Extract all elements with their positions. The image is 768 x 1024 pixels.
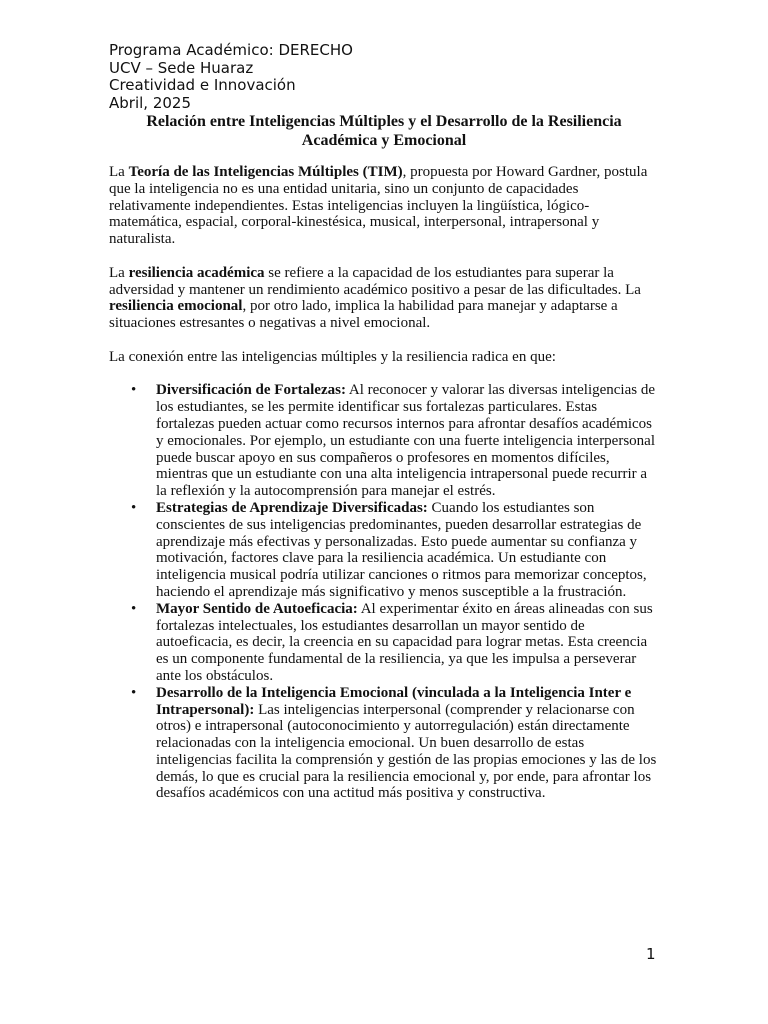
text-run: La <box>109 164 129 180</box>
bullet-title: Diversificación de Fortalezas: <box>156 382 346 399</box>
list-item <box>109 382 659 500</box>
paragraph-tim <box>109 164 659 248</box>
list-item <box>109 500 659 601</box>
bullet-icon: • <box>131 600 137 617</box>
bullet-title: Estrategias de Aprendizaje Diversificadas: <box>156 499 428 516</box>
bullet-title: Mayor Sentido de Autoeficacia: <box>156 600 358 617</box>
term-resiliencia-emocional: resiliencia emocional <box>109 298 243 315</box>
document-title <box>109 112 659 150</box>
document-body <box>109 164 659 802</box>
header-program: Programa Académico: DERECHO <box>109 41 353 59</box>
bullet-icon: • <box>131 382 137 399</box>
text-run: La <box>109 264 129 281</box>
term-tim: Teoría de las Inteligencias Múltiples (TIM) <box>128 164 403 180</box>
header-university: UCV – Sede Huaraz <box>109 58 254 77</box>
title-line-1: Relación entre Inteligencias Múltiples y el Desarrollo de la Resiliencia <box>146 113 622 130</box>
bullet-icon: • <box>131 684 137 701</box>
page-number: 1 <box>646 945 656 963</box>
bullet-text: Cuando los estudiantes son conscientes de sus inteligencias predominantes, pueden desarrollar estrategias de aprendizaje más efectivas y personalizadas. Esto puede aumentar su confianza y motivación, factores clave para la resiliencia académica. Un estudiante con inteligencia musical podría utilizar canciones o ritmos para memorizar conceptos, haciendo el aprendizaje más significativo y menos susceptible a la frustración. <box>156 499 647 600</box>
term-resiliencia-academica: resiliencia académica <box>128 264 265 281</box>
list-item <box>109 601 659 685</box>
bullet-text: Al reconocer y valorar las diversas inteligencias de los estudiantes, se les permite identificar sus fortalezas particulares. Estas fortalezas pueden actuar como recursos internos para afrontar desafíos académicos y emocionales. Por ejemplo, un estudiante con una fuerte inteligencia interpersonal puede buscar apoyo en sus compañeros o profesores en momentos difíciles, mientras que un estudiante con una alta inteligencia intrapersonal puede recurrir a la reflexión y la autocomprensión para manejar el estrés. <box>156 382 655 500</box>
paragraph-resiliencia <box>109 265 659 332</box>
bullet-text: Al experimentar éxito en áreas alineadas con sus fortalezas intelectuales, los estudiantes desarrollan un mayor sentido de autoeficacia, es decir, la creencia en su capacidad para lograr metas. Esta creencia es un componente fundamental de la resiliencia, ya que les impulsa a perseverar ante los obstáculos. <box>156 600 653 684</box>
document-header <box>109 42 353 112</box>
header-course: Creatividad e Innovación <box>109 76 296 94</box>
text-run: , por otro lado, implica la habilidad para manejar y adaptarse a situaciones estresantes o negativas a nivel emocional. <box>109 298 618 332</box>
text-run: , propuesta por Howard Gardner, postula que la inteligencia no es una entidad unitaria, sino un conjunto de capacidades relativamente independientes. Estas inteligencias incluyen la lingüística, lógico-matemática, espacial, corporal-kinestésica, musical, interpersonal, intrapersonal y naturalista. <box>109 164 648 248</box>
title-line-2: Académica y Emocional <box>301 132 467 149</box>
bullet-icon: • <box>131 499 137 516</box>
paragraph-conexion: La conexión entre las inteligencias múltiples y la resiliencia radica en que: <box>109 348 556 365</box>
bullet-text: Las inteligencias interpersonal (comprender y relacionarse con otros) e intrapersonal (autoconocimiento y autorregulación) están directamente relacionadas con la inteligencia emocional. Un buen desarrollo de estas inteligencias facilita la comprensión y gestión de las propias emociones y las de los demás, lo que es crucial para la resiliencia emocional y, por ende, para afrontar los desafíos académicos con una actitud más positiva y constructiva. <box>156 701 657 802</box>
bullet-list <box>109 382 659 802</box>
header-date: Abril, 2025 <box>109 93 191 112</box>
list-item <box>109 685 659 803</box>
bullet-title: Desarrollo de la Inteligencia Emocional (vinculada a la Inteligencia Inter e Intrapersonal): <box>156 684 632 718</box>
text-run: se refiere a la capacidad de los estudiantes para superar la adversidad y mantener un rendimiento académico positivo a pesar de las dificultades. La <box>109 264 641 298</box>
